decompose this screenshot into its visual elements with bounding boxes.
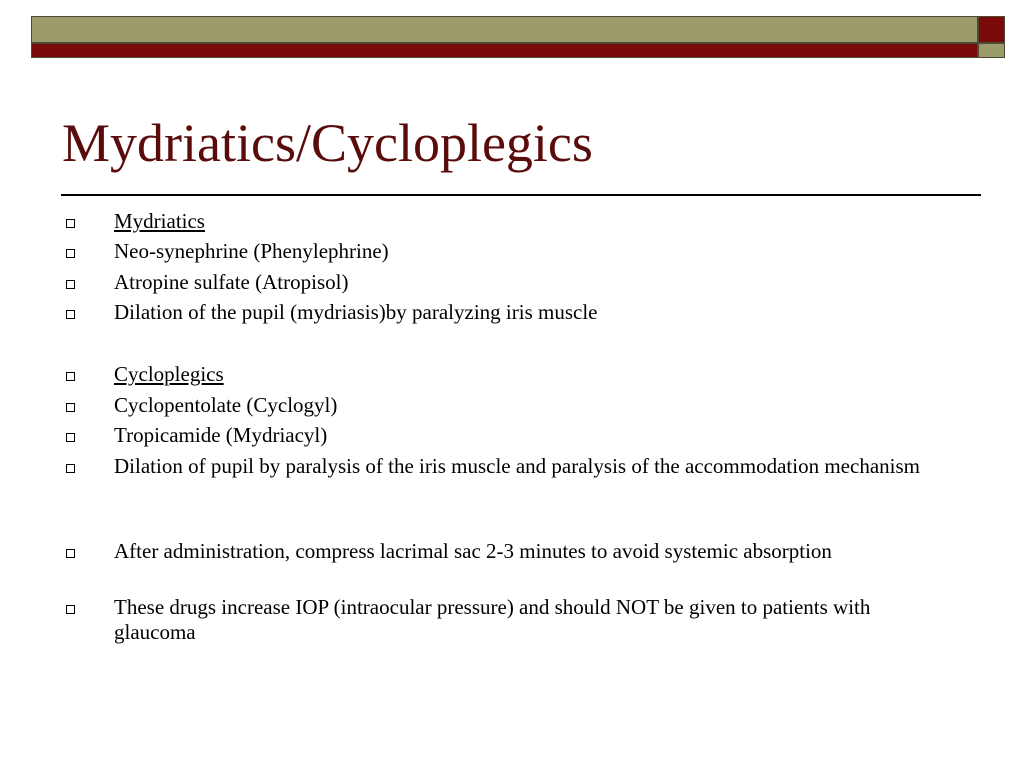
square-bullet-icon bbox=[66, 310, 75, 319]
bullet-text: Cyclopentolate (Cyclogyl) bbox=[114, 393, 338, 417]
bullet-text: These drugs increase IOP (intraocular pressure) and should NOT be given to patients with glaucoma bbox=[114, 595, 871, 644]
header-bar-olive bbox=[31, 16, 978, 43]
square-bullet-icon bbox=[66, 433, 75, 442]
bullet-text: After administration, compress lacrimal sac 2-3 minutes to avoid systemic absorption bbox=[114, 539, 832, 563]
square-bullet-icon bbox=[66, 605, 75, 614]
header-bar-red bbox=[31, 43, 978, 58]
title-divider bbox=[61, 194, 981, 196]
square-bullet-icon bbox=[66, 280, 75, 289]
bullet-text: Atropine sulfate (Atropisol) bbox=[114, 270, 349, 294]
header-square-red bbox=[978, 16, 1005, 43]
bullet-text: Mydriatics bbox=[114, 209, 205, 233]
square-bullet-icon bbox=[66, 249, 75, 258]
bullet-text: Dilation of pupil by paralysis of the iris muscle and paralysis of the accommodation mechanism bbox=[114, 454, 920, 478]
square-bullet-icon bbox=[66, 372, 75, 381]
slide-title: Mydriatics/Cycloplegics bbox=[62, 113, 593, 173]
bullet-text: Neo-synephrine (Phenylephrine) bbox=[114, 239, 389, 263]
header-square-olive bbox=[978, 43, 1005, 58]
square-bullet-icon bbox=[66, 403, 75, 412]
header-decoration bbox=[31, 16, 1005, 59]
square-bullet-icon bbox=[66, 219, 75, 228]
bullet-text: Cycloplegics bbox=[114, 362, 224, 386]
bullet-text: Dilation of the pupil (mydriasis)by paralyzing iris muscle bbox=[114, 300, 598, 324]
bullet-text: Tropicamide (Mydriacyl) bbox=[114, 423, 328, 447]
square-bullet-icon bbox=[66, 464, 75, 473]
square-bullet-icon bbox=[66, 549, 75, 558]
